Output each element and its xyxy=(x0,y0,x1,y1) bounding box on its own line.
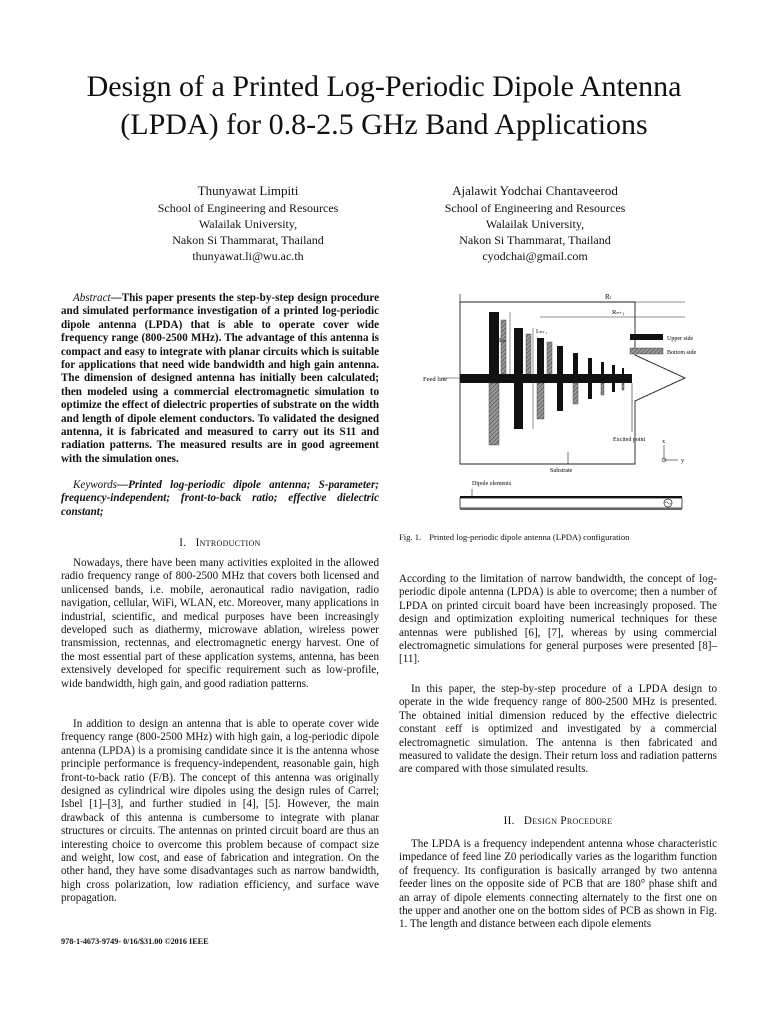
legend-upper-swatch xyxy=(630,334,663,340)
author-email[interactable]: cyodchai@gmail.com xyxy=(482,249,588,263)
figure-caption-text: Printed log-periodic dipole antenna (LPDA) configuration xyxy=(429,532,630,542)
author-name: Thunyawat Limpiti xyxy=(197,183,299,198)
author-affiliation: Walailak University, xyxy=(198,217,298,231)
y-axis-label: y xyxy=(681,458,684,464)
title-line-1: Design of a Printed Log-Periodic Dipole Antenna xyxy=(86,70,682,103)
keywords xyxy=(61,479,379,519)
paper-title xyxy=(40,68,728,144)
apex-dashed-lines xyxy=(635,355,685,401)
rl-label: Rₗ xyxy=(605,293,611,301)
rn1-label: Rₙ₊₁ xyxy=(612,309,625,316)
legend-upper-label: Upper side xyxy=(667,336,694,342)
section-title: Design Procedure xyxy=(523,815,613,827)
author-email[interactable]: thunyawat.li@wu.ac.th xyxy=(192,249,304,263)
paragraph-text: Nowadays, there have been many activities exploited in the allowed radio frequency range of 800-2500 MHz that covers both licensed and unlicensed bands, i.e. mobile, aeronautical radio navigation, radio navigation, cellular, WiFi, WLAN, etc. Moreover, many applications in industrial, scientific, and medical purposes have been increasingly developed such as diathermy, microwave ablation, wireless power transmission, rectennas, and electromagnetic energy harvest. One of the most essential part of these application systems, antenna, has been extensively developed for specific requirement such as low-profile, wide bandwidth, high gain, and good radiation patterns. xyxy=(61,557,379,690)
right-paragraph-1 xyxy=(399,573,717,667)
ln-label: Lₙ xyxy=(499,337,506,344)
paragraph-text: According to the limitation of narrow bandwidth, the concept of log-periodic dipole antenna (LPDA) is able to overcome; then a number of LPDA on printed circuit board have been increasingly proposed. The design and optimization exploiting numerical techniques for these antennas were published [6], [7], whereas by using commercial electromagnetic simulations for general purposes were presented [8]–[11]. xyxy=(399,573,717,666)
side-view-substrate xyxy=(460,498,682,508)
design-paragraph-1 xyxy=(399,838,717,932)
figure-1 xyxy=(420,290,720,525)
author-affiliation: Walailak University, xyxy=(485,217,585,231)
x-axis-label: x xyxy=(662,439,665,445)
abstract-text: This paper presents the step-by-step design procedure and simulated performance investigation of a printed log-periodic dipole antenna (LPDA) that is able to operate cover wide frequency range (800-2500 MHz). The advantage of this antenna is compact and easy to integrate with planar circuits which is suitable for applications that need wide bandwidth and high gain antenna. The dimension of designed antenna has initially been calculated; then modeled using a commercial electromagnetic simulation to optimize the effect of dielectric properties of substrate on the width and length of dipole element conductors. To validated the designed antenna, it is fabricated and measured to carry out its S11 and radiation patterns. The measured results are in good agreement with the simulation ones. xyxy=(61,292,379,465)
keywords-lead: Keywords xyxy=(73,479,117,491)
author-block-1 xyxy=(98,182,398,264)
dipole-elements-label: Dipole elements xyxy=(472,481,512,487)
abstract-dash: — xyxy=(110,292,122,304)
right-paragraph-2 xyxy=(399,683,717,777)
figure-number: Fig. 1. xyxy=(399,532,422,542)
feed-line-label: Feed line xyxy=(423,376,448,383)
section-number: I. xyxy=(179,537,187,549)
intro-paragraph-1 xyxy=(61,557,379,691)
keywords-text: Printed log-periodic dipole antenna; S-parameter; frequency-independent; front-to-back ratio; effective dielectric constant; xyxy=(61,479,379,518)
paragraph-text: In addition to design an antenna that is able to operate cover wide frequency range (800-2500 MHz) with high gain, a log-periodic dipole antenna (LPDA) is a promising candidate since it is the antenna whose principle performance is frequency-independent, reasonable gain, high front-to-back ratio (F/B). The concept of this antenna was originally designed as cylindrical wire dipoles using the design rules of Carrel; Isbel [1]–[3], and further studied in [4], [5]. However, the main drawback of this antenna is cumbersome to integrate with planar structures or circuits. The antennas on printed circuit board are thus an interesting choice to overcome this problem because of compact size and weight, low cost, and ease of fabrication and integration. On the other hand, they have some disadvantages such as narrow bandwidth, high cross polarization, low radiation efficiency, and surface wave propagation. xyxy=(61,718,379,905)
upper-dipoles xyxy=(489,312,624,374)
abstract xyxy=(61,292,379,466)
title-line-2: (LPDA) for 0.8-2.5 GHz Band Applications xyxy=(120,108,648,141)
author-affiliation: School of Engineering and Resources xyxy=(444,201,626,215)
legend-bottom-label: Bottom side xyxy=(667,350,697,356)
section-heading-intro xyxy=(61,537,379,549)
author-affiliation: Nakon Si Thammarat, Thailand xyxy=(172,233,324,247)
author-name: Ajalawit Yodchai Chantaveerod xyxy=(452,183,618,198)
author-block-2 xyxy=(385,182,685,264)
paragraph-text: In this paper, the step-by-step procedure of a LPDA design to operate in the wide frequency range of 800-2500 MHz is presented. The obtained initial dimension reduced by the effective dielectric constant εeff is optimized and investigated by a commercial electromagnetic simulation. The antenna is then fabricated and measured to validate the design. Their return loss and radiation patterns are compared with those simulated results. xyxy=(399,683,717,776)
ln1-label: Lₙ₊₁ xyxy=(536,329,548,335)
author-affiliation: School of Engineering and Resources xyxy=(157,201,339,215)
excited-point-label: Excited point xyxy=(613,437,646,443)
section-heading-design xyxy=(399,815,717,827)
keywords-dash: — xyxy=(116,479,129,491)
lpda-diagram xyxy=(420,290,720,525)
author-affiliation: Nakon Si Thammarat, Thailand xyxy=(459,233,611,247)
paragraph-text: The LPDA is a frequency independent antenna whose characteristic impedance of feed line Z0 periodically varies as the logarithm function of frequency. Its configuration is basically arranged by two antenna feeder lines on the opposite side of PCB that are 180° phase shift and an array of dipole elements connecting alternately to the first one on the upper and another one on the bottom sides of PCB as shown in Fig. 1. The length and distance between each dipole elements xyxy=(399,838,717,931)
copyright-notice: 978-1-4673-9749- 0/16/$31.00 ©2016 IEEE xyxy=(61,937,209,946)
section-number: II. xyxy=(503,815,515,827)
legend-bottom-swatch xyxy=(630,348,663,354)
section-title: Introduction xyxy=(195,537,261,549)
substrate-label: Substrate xyxy=(550,468,573,474)
side-view-upper-layer xyxy=(460,496,682,498)
figure-caption xyxy=(399,532,629,542)
side-view-bottom-layer xyxy=(460,508,682,510)
upper-dipoles-lower-half xyxy=(514,383,615,429)
feed-line xyxy=(460,374,632,383)
abstract-lead: Abstract xyxy=(73,292,111,304)
intro-paragraph-2 xyxy=(61,718,379,906)
